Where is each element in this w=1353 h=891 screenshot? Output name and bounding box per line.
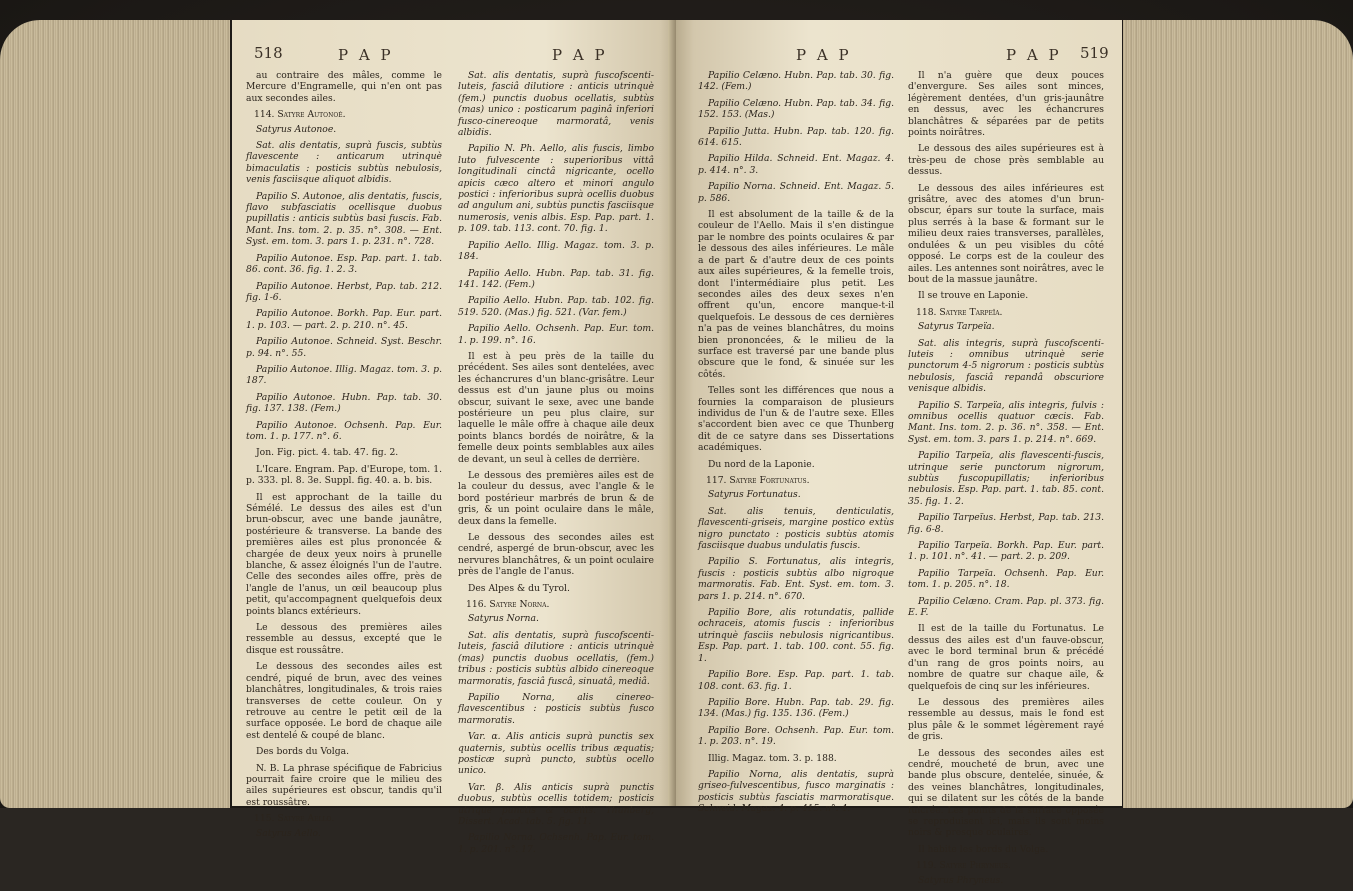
text-paragraph: Papilio Celæno. Hubn. Pap. tab. 30. fig. 142. (Fem.)	[698, 70, 894, 93]
text-paragraph: Papilio Autonoe. Hubn. Pap. tab. 30. fig. 137. 138. (Fem.)	[246, 391, 442, 415]
text-paragraph: Le dessous des secondes ailes est cendré, moucheté de brun, avec une bande plus obscure, dentelée, sinuée, & des veines blanchâtres, longitudinales, qui se dilatent sur les côtés de la bande fulcrée. Les points de la surface opposée se reproduisent ici, mais ils sont moins noirs & presque oculaires.	[908, 747, 1104, 839]
running-header-left-a: P A P	[338, 46, 394, 64]
text-paragraph: Le dessous des premières ailes ressemble au dessus, excepté que le disque est roussâtre.	[246, 622, 442, 656]
text-paragraph: Papilio Autonoe. Herbst, Pap. tab. 212. fig. 1-6.	[246, 280, 442, 303]
text-paragraph: Papilio Celæno. Cram. Pap. pl. 373. fig. E. F.	[908, 595, 1104, 619]
text-paragraph: Il n'a guère que deux pouces d'envergure. Ses ailes sont minces, légèrement dentées, d'un gris-jaunâtre en dessus, avec les échancrures blanchâtres & séparées par de petits points noirâtres.	[908, 70, 1104, 139]
text-paragraph: Papilio Autonoe. Illig. Magaz. tom. 3. p. 187.	[246, 363, 442, 387]
text-paragraph: Papilio Autonoe. Ochsenh. Pap. Eur. tom. 1. p. 177. n°. 6.	[246, 419, 442, 442]
page-number-right: 519	[1080, 44, 1109, 62]
text-paragraph: 114. Satyre Autonoé.	[254, 109, 346, 121]
text-paragraph: Papilio Tarpeïa. Borkh. Pap. Eur. part. 1. p. 101. n°. 41. — part. 2. p. 209.	[908, 540, 1104, 563]
text-paragraph: Il habite les bords du Volga.	[918, 843, 1049, 855]
text-paragraph: Le dessous des premières ailes ressemble au dessus, mais le fond est plus pâle & le sommet légèrement rayé de gris.	[908, 696, 1104, 743]
text-paragraph: Papilio Norna, alis dentatis, suprà griseo-fulvescentibus, fusco marginatis : posticis subtùs fasciatis marmoratisque. Schneid. Magaz. 4. p. 415. n°. 4.	[698, 768, 894, 815]
text-paragraph: Satyrus Fortunatus.	[708, 489, 801, 501]
text-paragraph: Papilio Autonoe. Borkh. Pap. Eur. part. 1. p. 103. — part. 2. p. 210. n°. 45.	[246, 308, 442, 331]
text-paragraph: Papilio Tarpeïa, alis flavescenti-fuscis, utrinque serie punctorum nigrorum, subtùs fuscopupillatis; inferioribus nebulosis. Esp. Pap. part. 1. tab. 85. cont. 35. fig. 1. 2.	[908, 450, 1104, 507]
right-column-2	[908, 70, 1104, 891]
text-paragraph: Telles sont les différences que nous a fournies la comparaison de plusieurs individus de l'un & de l'autre sexe. Elles s'accordent bien avec ce que Thunberg dit de ce satyre dans ses Dissertations académiques.	[698, 385, 894, 454]
text-paragraph: Il est de la taille du Fortunatus. Le dessus des ailes est d'un fauve-obscur, avec le bord terminal brun & précédé d'un rang de gros points noirs, au nombre de quatre sur chaque aile, & quelquefois de cinq sur les inférieures.	[908, 623, 1104, 692]
text-paragraph: Il se trouve en Laponie.	[918, 290, 1029, 302]
right-page-edges	[1123, 20, 1353, 808]
right-column-1	[698, 70, 894, 820]
text-paragraph: Papilio Bore. Esp. Pap. part. 1. tab. 108. cont. 63. fig. 1.	[698, 669, 894, 692]
text-paragraph: Du nord de la Laponie.	[708, 458, 815, 470]
text-paragraph: Papilio Bore, alis rotundatis, pallide ochraceis, atomis fuscis : inferioribus utrinquè fasciis nebulosis nigricantibus. Esp. Pap. part. 1. tab. 100. cont. 55. fig. 1.	[698, 607, 894, 664]
text-paragraph: Papilio Aello. Illig. Magaz. tom. 3. p. 184.	[458, 239, 654, 263]
text-paragraph: Papilio Norna. Ochsenh. Pap. Eur. tom. 1. p. 201. n°. 17.	[458, 832, 654, 855]
page-number-left: 518	[254, 44, 283, 62]
text-paragraph: Satyrus Norna.	[468, 613, 539, 625]
text-paragraph: Papilio Bore. Hubn. Pap. tab. 29. fig. 134. (Mas.) fig. 135. 136. (Fem.)	[698, 696, 894, 720]
text-paragraph: Papilio S. Fortunatus, alis integris, fuscis : posticis subtùs albo nigroque marmoratis. Fab. Ent. Syst. em. tom. 3. pars 1. p. 214. n°. 670.	[698, 556, 894, 602]
text-paragraph: Satyrus Phryneus.	[918, 874, 1004, 886]
running-header-right-b: P A P	[1006, 46, 1062, 64]
text-paragraph: Papilio Tarpeïus. Herbst, Pap. tab. 213. fig. 6-8.	[908, 512, 1104, 535]
text-paragraph: Var. β. Alis anticis suprà punctis duobus, subtùs ocellis totidem; posticis utrique punctis & ocellis. Thunberg, Dissert. Acad. tab. 5. fig. 11.	[458, 781, 654, 827]
text-paragraph: Illig. Magaz. tom. 3. p. 188.	[708, 752, 837, 764]
text-paragraph: Satyrus Tarpeïa.	[918, 321, 995, 333]
text-paragraph: Sat. alis tenuis, denticulatis, flavescenti-griseis, margine postico extùs nigro punctato : posticis subtùs atomis fasciisque duabus undulatis fuscis.	[698, 505, 894, 552]
text-paragraph: Le dessous des secondes ailes est cendré, piqué de brun, avec des veines blanchâtres, longitudinales, & trois raies transverses de cette couleur. On y retrouve au centre le petit œil de la surface opposée. Le bord de chaque aile est dentelé & coupé de blanc.	[246, 661, 442, 741]
text-paragraph: Satyrus Aello.	[256, 827, 321, 839]
text-paragraph: Papilio Celæno. Hubn. Pap. tab. 34. fig. 152. 153. (Mas.)	[698, 97, 894, 121]
text-paragraph: Sat. alis dentatis, suprà fuscofscenti-luteis, fasciâ dilutiore : anticis utrinquè (mas) punctis duobus ocellatis, (fem.) tribus : posticis subtùs albido cinereoque marmoratis, fasciâ fuscâ, sinuatâ, mediâ.	[458, 629, 654, 687]
text-paragraph: Papilio Norna, alis cinereo-flavescentibus : posticis subtùs fusco marmoratis.	[458, 691, 654, 726]
text-paragraph: Sat. alis dentatis, suprà fuscis, subtùs flavescente : anticarum utrinquè bimaculatis : posticis subtùs nebulosis, venis fasciisque aliquot albidis.	[246, 140, 442, 186]
text-paragraph: Papilio Aello. Hubn. Pap. tab. 102. fig. 519. 520. (Mas.) fig. 521. (Var. fem.)	[458, 295, 654, 318]
text-paragraph: Des bords du Volga.	[256, 746, 350, 758]
text-paragraph: Il est approchant de la taille du Sémélé. Le dessus des ailes est d'un brun-obscur, avec une bande jaunâtre, postérieure & transverse. La bande des premières ailes est plus prononcée & chargée de deux yeux noirs à prunelle blanche, & assez éloignés l'un de l'autre. Celle des secondes ailes offre, près de l'angle de l'anus, un œil beaucoup plus petit, qu'accompagnent quelquefois deux points blancs extérieurs.	[246, 491, 442, 617]
text-paragraph: Il est à peu près de la taille du précédent. Ses ailes sont dentelées, avec les échancrures d'un blanc-grisâtre. Leur dessus est d'un jaune plus ou moins obscur, suivant le sexe, avec une bande postérieure un peu plus claire, sur laquelle le mâle offre à chaque aile deux points blancs bordés de noirâtre, & la femelle deux points semblables aux ailes de devant, un seul à celles de derrière.	[458, 350, 654, 465]
text-paragraph: Papilio Aello. Hubn. Pap. tab. 31. fig. 141. 142. (Fem.)	[458, 267, 654, 290]
left-page	[232, 20, 678, 855]
text-paragraph: Sat. alis dentatis, suprà fuscofscenti-luteis, fasciâ dilutiore : anticis utrinquè (fem.) punctis duobus ocellatis, subtùs (mas) unico : posticarum paginâ inferiori fusco-cinereoque marmoratâ, venis albidis.	[458, 70, 654, 139]
text-paragraph: Le dessous des ailes inférieures est grisâtre, avec des atomes d'un brun-obscur, épars sur toute la surface, mais plus serrés à la base & formant sur le milieu deux raies transverses, parallèles, ondulées & un peu visibles du côté opposé. Le corps est de la couleur des ailes. Les antennes sont noirâtres, avec le bout de la massue jaunâtre.	[908, 182, 1104, 285]
right-page	[676, 20, 1122, 886]
text-paragraph: Satyrus Autonoe.	[256, 123, 337, 135]
text-paragraph: Papilio Jutta. Hubn. Pap. tab. 120. fig. 614. 615.	[698, 125, 894, 149]
text-paragraph: 117. Satyre Fortunatus.	[706, 475, 810, 486]
text-paragraph: Papilio Tarpeïa. Ochsenh. Pap. Eur. tom. 1. p. 205. n°. 18.	[908, 567, 1104, 591]
running-header-right-a: P A P	[796, 46, 852, 64]
text-paragraph: Papilio S. Tarpeïa, alis integris, fulvis : omnibus ocellis quatuor cæcis. Fab. Mant. Ins. tom. 2. p. 36. n°. 358. — Ent. Syst. em. tom. 3. pars 1. p. 214. n°. 669.	[908, 399, 1104, 445]
running-header-left-b: P A P	[552, 46, 608, 64]
text-paragraph: Papilio Bore. Ochsenh. Pap. Eur. tom. 1. p. 203. n°. 19.	[698, 724, 894, 748]
text-paragraph: Sat. alis integris, suprà fuscofscenti-luteis : omnibus utrinquè serie punctorum 4-5 nigrorum : posticis subtùs nebulosis, fasciâ repandâ obscuriore venisque albidis.	[908, 337, 1104, 395]
text-paragraph: Papilio Hilda. Schneid. Ent. Magaz. 4. p. 414. n°. 3.	[698, 153, 894, 176]
text-paragraph: 118. Satyre Tarpeïa.	[916, 306, 1003, 318]
text-paragraph: Des Alpes & du Tyrol.	[468, 582, 570, 594]
text-paragraph: Papilio Autonoe. Schneid. Syst. Beschr. p. 94. n°. 55.	[246, 336, 442, 359]
left-column-2	[458, 70, 654, 860]
text-paragraph: Le dessous des secondes ailes est cendré, aspergé de brun-obscur, avec les nervures blanchâtres, & un point oculaire près de l'angle de l'anus.	[458, 532, 654, 578]
text-paragraph: au contraire des mâles, comme le Mercure d'Engramelle, qui n'en ont pas aux secondes ailes.	[246, 70, 442, 104]
text-paragraph: N. B. La phrase spécifique de Fabricius pourrait faire croire que le milieu des ailes supérieures est obscur, tandis qu'il est roussâtre.	[246, 762, 442, 808]
text-paragraph: Jon. Fig. pict. 4. tab. 47. fig. 2.	[256, 447, 399, 459]
text-paragraph: Papilio Autonoe. Esp. Pap. part. 1. tab. 86. cont. 36. fig. 1. 2. 3.	[246, 252, 442, 276]
text-paragraph: L'Icare. Engram. Pap. d'Europe, tom. 1. p. 333. pl. 8. 3e. Suppl. fig. 40. a. b. bis.	[246, 463, 442, 487]
text-paragraph: Le dessous des premières ailes est de la couleur du dessus, avec l'angle & le bord postérieur marbrés de brun & de gris, & un point oculaire dans le mâle, deux dans la femelle.	[458, 470, 654, 527]
text-paragraph: Papilio N. Ph. Aello, alis fuscis, limbo luto fulvescente : superioribus vittâ longitudinali cinctâ nigricante, ocello apicis cæco altero et minori angulo postici : inferioribus suprà ocellis duobus ad angulum ani, subtùs punctis fasciisque numerosis, venis albis. Esp. Pap. part. 1. p. 109. tab. 113. cont. 70. fig. 1.	[458, 143, 654, 235]
text-paragraph: 115. Satyre Aello.	[254, 813, 335, 825]
text-paragraph: 116. Satyre Norna.	[466, 599, 550, 611]
text-paragraph: Papilio Aello. Ochsenh. Pap. Eur. tom. 1. p. 199. n°. 16.	[458, 323, 654, 346]
text-paragraph: Var. α. Alis anticis suprà punctis sex quaternis, subtùs ocellis tribus æquatis; posticæ suprà puncto, subtùs ocello unico.	[458, 731, 654, 777]
left-page-edges	[0, 20, 230, 808]
text-paragraph: Le dessous des ailes supérieures est à très-peu de chose près semblable au dessus.	[908, 143, 1104, 178]
text-paragraph: 119. Satyre Phryneus.	[916, 860, 1011, 872]
left-column-1	[246, 70, 442, 844]
text-paragraph: Papilio Norna. Schneid. Ent. Magaz. 5. p. 586.	[698, 181, 894, 204]
text-paragraph: Il est absolument de la taille & de la couleur de l'Aello. Mais il s'en distingue par le nombre des points oculaires & par le dessous des ailes inférieures. Le mâle a de part & d'autre deux de ces points aux ailes supérieures, & la femelle trois, dont l'intermédiaire plus petit. Les secondes ailes des deux sexes n'en offrent qu'un, encore manque-t-il quelquefois. Le dessous de ces dernières n'a pas de veines blanchâtres, du moins bien prononcées, & le milieu de la surface est traversé par une bande plus obscure que le fond, & sinuée sur les côtés.	[698, 209, 894, 380]
text-paragraph: Papilio S. Autonoe, alis dentatis, fuscis, flavo subfasciatis ocellisque duobus pupillatis : anticis subtùs basi fuscis. Fab. Mant. Ins. tom. 2. p. 35. n°. 308. — Ent. Syst. em. tom. 3. pars 1. p. 231. n°. 728.	[246, 190, 442, 248]
